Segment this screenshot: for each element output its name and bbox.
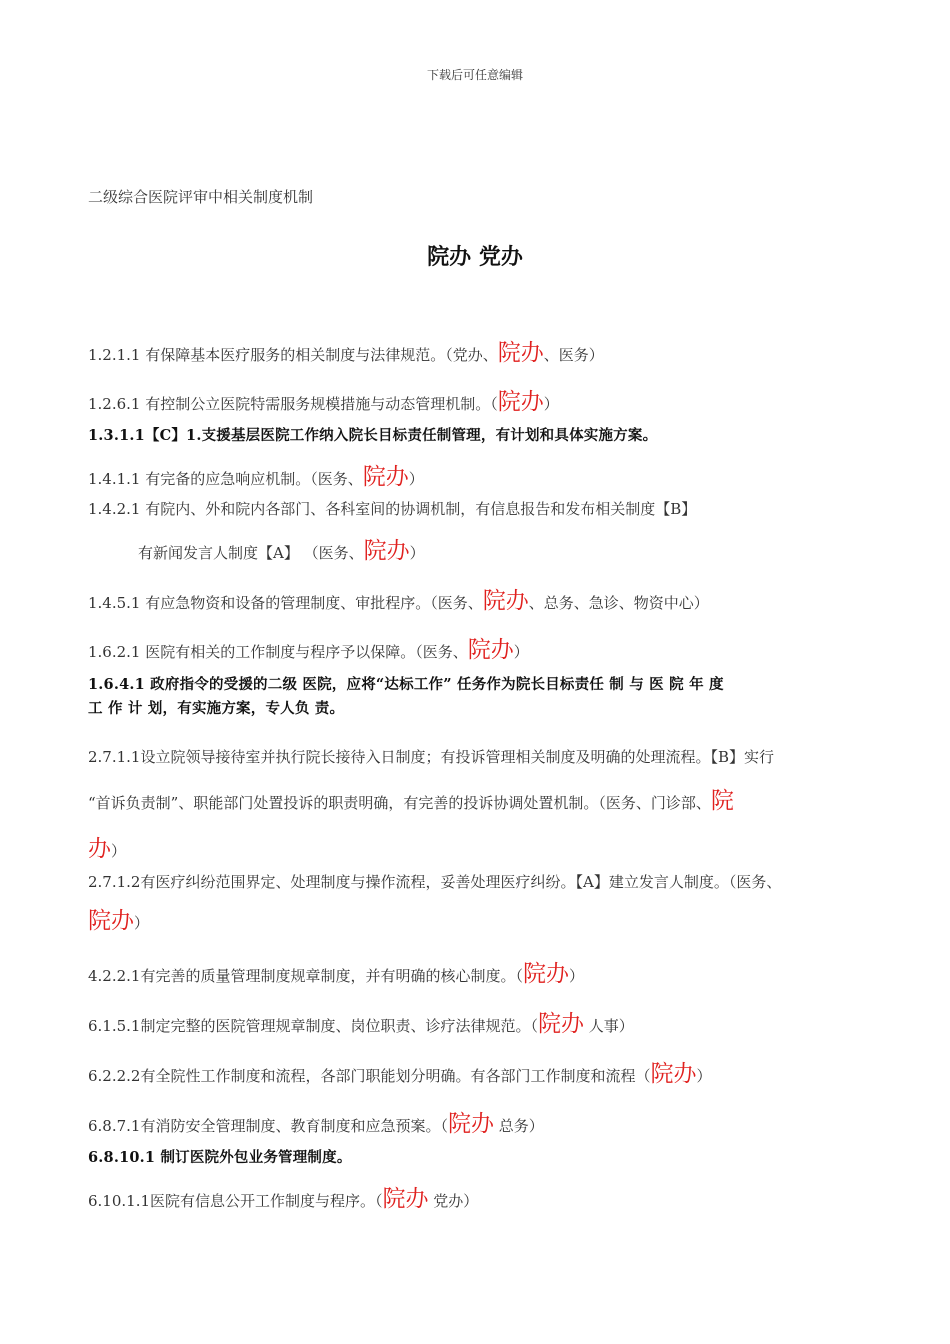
list-item: 1.6.2.1 医院有相关的工作制度与程序予以保障。（医务、院办） — [88, 637, 529, 663]
list-item: 1.4.2.1 有院内、外和院内各部门、各科室间的协调机制，有信息报告和发布相关制度【B】 — [88, 500, 697, 518]
list-item: 2.7.1.2有医疗纠纷范围界定、处理制度与操作流程，妥善处理医疗纠纷。【A】建立发言人制度。（医务、 — [88, 873, 782, 891]
list-item: 6.8.10.1 制订医院外包业务管理制度。 — [88, 1149, 352, 1166]
document-subtitle: 二级综合医院评审中相关制度机制 — [88, 188, 314, 206]
list-item: 1.4.5.1 有应急物资和设备的管理制度、审批程序。（医务、院办、总务、急诊、物资中心） — [88, 588, 709, 614]
list-item: “首诉负责制”、职能部门处置投诉的职责明确，有完善的投诉协调处置机制。（医务、门诊部、院 — [88, 788, 734, 814]
list-item: 6.8.7.1有消防安全管理制度、教育制度和应急预案。（院办 总务） — [88, 1111, 544, 1137]
list-item: 6.1.5.1制定完整的医院管理规章制度、岗位职责、诊疗法律规范。（院办 人事） — [88, 1011, 634, 1037]
list-item: 办） — [88, 836, 127, 862]
list-item: 1.2.1.1 有保障基本医疗服务的相关制度与法律规范。（党办、院办、医务） — [88, 340, 604, 366]
header-note: 下载后可任意编辑 — [426, 68, 523, 82]
list-item: 1.4.1.1 有完备的应急响应机制。（医务、院办） — [88, 464, 424, 490]
list-item: 院办） — [88, 908, 150, 934]
list-item: 1.3.1.1【C】1.支援基层医院工作纳入院长目标责任制管理，有计划和具体实施方案。 — [88, 427, 658, 444]
list-item: 1.2.6.1 有控制公立医院特需服务规模措施与动态管理机制。（院办） — [88, 389, 559, 415]
list-item: 1.6.4.1 政府指令的受援的二级 医院，应将“达标工作” 任务作为院长目标责任 制 与 医 院 年 度 — [88, 676, 724, 693]
list-item: 6.2.2.2有全院性工作制度和流程，各部门职能划分明确。有各部门工作制度和流程（院办） — [88, 1061, 712, 1087]
list-item: 有新闻发言人制度【A】 （医务、院办） — [138, 538, 425, 564]
list-item: 6.10.1.1医院有信息公开工作制度与程序。（院办 党办） — [88, 1186, 479, 1212]
document-title: 院办 党办 — [427, 245, 523, 270]
list-item: 4.2.2.1有完善的质量管理制度规章制度，并有明确的核心制度。（院办） — [88, 961, 584, 987]
list-item: 2.7.1.1设立院领导接待室并执行院长接待入日制度；有投诉管理相关制度及明确的处理流程。【B】实行 — [88, 748, 775, 766]
list-item: 工 作 计 划，有实施方案，专人负 责。 — [88, 700, 345, 717]
